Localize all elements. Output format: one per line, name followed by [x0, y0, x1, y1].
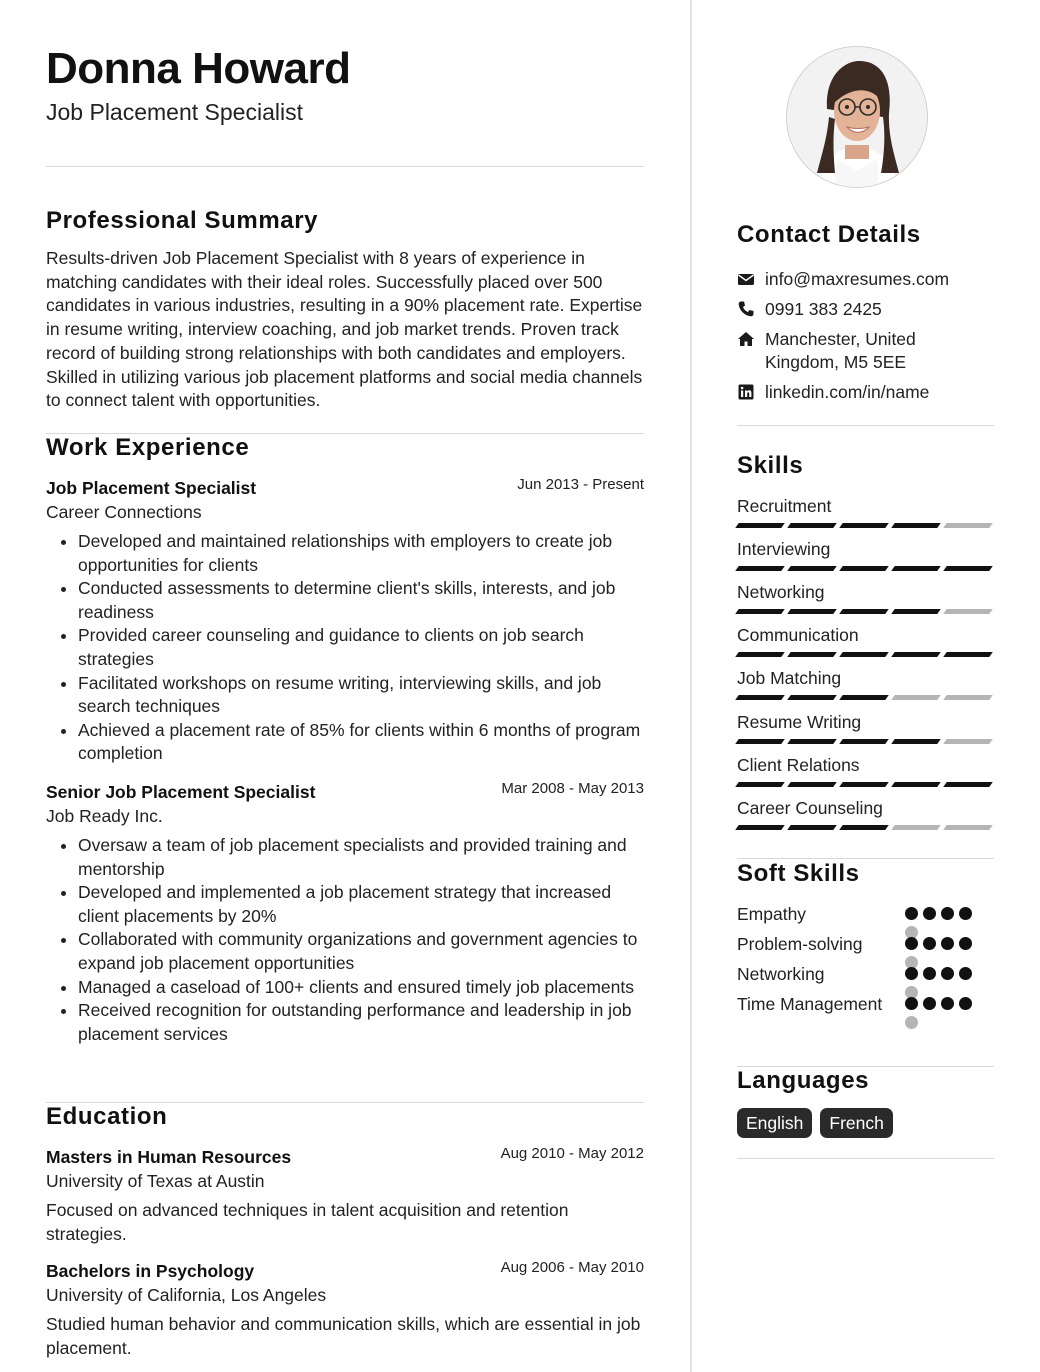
- skill-level-segment: [891, 652, 941, 657]
- soft-skill-name: Networking: [737, 964, 825, 984]
- skill-level-segment: [735, 739, 785, 744]
- skill-level-bar: [737, 695, 994, 700]
- degree-name: Masters in Human Resources: [46, 1147, 292, 1167]
- bullet-item: • Received recognition for outstanding performance and leadership in job placement services: [78, 999, 644, 1046]
- skill-level-segment: [943, 523, 993, 528]
- degree-name: Bachelors in Psychology: [46, 1261, 255, 1281]
- job-bullets: [46, 834, 644, 1046]
- candidate-title: Job Placement Specialist: [46, 99, 303, 125]
- skill-level-segment: [839, 523, 889, 528]
- skill-level-segment: [891, 523, 941, 528]
- contact-email[interactable]: [737, 268, 994, 291]
- header-divider: [46, 166, 644, 167]
- rating-dot: [941, 937, 954, 950]
- education-entry: [46, 1259, 644, 1360]
- skill-level-segment: [891, 825, 941, 830]
- skill-level-segment: [891, 566, 941, 571]
- bullet-item: • Facilitated workshops on resume writing, interviewing skills, and job search techniques: [78, 672, 644, 719]
- skill-level-segment: [839, 695, 889, 700]
- skill-level-segment: [891, 739, 941, 744]
- rating-dot: [959, 967, 972, 980]
- education-description: Studied human behavior and communication skills, which are essential in job placement.: [46, 1314, 641, 1358]
- skill-item: [737, 796, 994, 830]
- skill-level-segment: [735, 566, 785, 571]
- linkedin-text: linkedin.com/in/name: [765, 382, 930, 402]
- skill-level-bar: [737, 652, 994, 657]
- skill-item: [737, 710, 994, 744]
- skill-level-bar: [737, 782, 994, 787]
- rating-dot: [905, 937, 918, 950]
- skill-level-segment: [735, 825, 785, 830]
- skill-level-segment: [943, 825, 993, 830]
- rating-dot: [905, 1016, 918, 1029]
- skill-level-segment: [839, 652, 889, 657]
- language-badge: English: [737, 1108, 812, 1138]
- skill-level-segment: [839, 739, 889, 744]
- languages-list: [737, 1108, 893, 1138]
- skill-level-segment: [787, 825, 837, 830]
- skill-level-segment: [943, 609, 993, 614]
- skill-level-segment: [735, 609, 785, 614]
- rating-dot: [923, 967, 936, 980]
- skill-level-segment: [735, 652, 785, 657]
- rating-dot: [923, 997, 936, 1010]
- education-date: Aug 2010 - May 2012: [500, 1145, 644, 1162]
- skill-level-segment: [943, 566, 993, 571]
- home-icon: [737, 330, 755, 348]
- contact-list: [737, 268, 994, 404]
- rating-dot: [959, 907, 972, 920]
- education-date: Aug 2006 - May 2010: [500, 1259, 644, 1276]
- skill-level-segment: [787, 523, 837, 528]
- skill-name: Networking: [737, 582, 825, 603]
- soft-skill-name: Empathy: [737, 904, 807, 924]
- email-text: info@maxresumes.com: [765, 269, 950, 289]
- rating-dot: [905, 967, 918, 980]
- school-name: University of California, Los Angeles: [46, 1285, 327, 1305]
- rating-dot: [905, 907, 918, 920]
- skill-item: [737, 666, 994, 700]
- rating-dot: [923, 907, 936, 920]
- bullet-item: • Conducted assessments to determine client's skills, interests, and job readiness: [78, 577, 644, 624]
- contact-divider: [737, 425, 994, 426]
- skill-name: Communication: [737, 625, 859, 646]
- rating-dot: [959, 997, 972, 1010]
- skill-level-segment: [787, 739, 837, 744]
- bullet-item: • Developed and implemented a job placement strategy that increased client placements by 20%: [78, 881, 644, 928]
- profile-photo: [786, 46, 928, 188]
- skill-item: [737, 753, 994, 787]
- languages-divider: [737, 1158, 994, 1159]
- soft-skill-name: Problem-solving: [737, 934, 863, 954]
- linkedin-icon: [737, 383, 755, 401]
- soft-skill-name: Time Management: [737, 994, 883, 1014]
- skill-item: [737, 494, 994, 528]
- skill-level-segment: [839, 609, 889, 614]
- skill-level-bar: [737, 609, 994, 614]
- skill-level-segment: [735, 523, 785, 528]
- rating-dot: [941, 907, 954, 920]
- skill-level-segment: [943, 739, 993, 744]
- skill-level-segment: [735, 695, 785, 700]
- skill-name: Client Relations: [737, 754, 860, 775]
- skill-level-segment: [787, 566, 837, 571]
- skill-level-bar: [737, 523, 994, 528]
- rating-dot: [905, 997, 918, 1010]
- address-line-2: Kingdom, M5 5EE: [765, 352, 907, 372]
- skill-level-bar: [737, 566, 994, 571]
- bullet-item: • Provided career counseling and guidance to clients on job search strategies: [78, 624, 644, 671]
- skill-level-bar: [737, 825, 994, 830]
- bullet-item: • Developed and maintained relationships with employers to create job opportunities for clients: [78, 530, 644, 577]
- skill-level-segment: [943, 652, 993, 657]
- skill-name: Recruitment: [737, 496, 832, 516]
- job-bullets: [46, 530, 644, 766]
- skill-item: [737, 537, 994, 571]
- skill-level-segment: [735, 782, 785, 787]
- bullet-item: • Oversaw a team of job placement specialists and provided training and mentorship: [78, 834, 644, 881]
- phone-icon: [737, 300, 755, 318]
- phone-text: 0991 383 2425: [765, 299, 882, 319]
- skill-level-segment: [891, 609, 941, 614]
- skill-item: [737, 623, 994, 657]
- skill-level-segment: [943, 695, 993, 700]
- skill-level-segment: [787, 782, 837, 787]
- job-role: Senior Job Placement Specialist: [46, 782, 316, 802]
- job-date: Jun 2013 - Present: [517, 476, 644, 493]
- envelope-icon: [737, 270, 755, 288]
- job-company: Job Ready Inc.: [46, 806, 163, 826]
- summary-text: Results-driven Job Placement Specialist with 8 years of experience in matching candidates with their ideal roles. Successfully placed over 500 candidates in various industries, resulting in a 90% placement rate. Expertise in resume writing, interview coaching, and job market trends. Proven track record of building strong relationships with both candidates and employers. Skilled in utilizing various job placement platforms and social media channels to connect talent with opportunities.: [46, 248, 643, 411]
- skill-name: Resume Writing: [737, 711, 862, 732]
- rating-dot: [923, 937, 936, 950]
- experience-heading: Work Experience: [46, 434, 250, 461]
- soft-skills-heading: Soft Skills: [737, 860, 860, 887]
- job-date: Mar 2008 - May 2013: [501, 780, 644, 797]
- skill-level-segment: [839, 566, 889, 571]
- skill-name: Interviewing: [737, 539, 831, 560]
- skill-level-bar: [737, 739, 994, 744]
- rating-dot: [959, 937, 972, 950]
- contact-phone[interactable]: [737, 298, 994, 321]
- skill-level-segment: [787, 695, 837, 700]
- skill-item: [737, 580, 994, 614]
- bullet-item: • Managed a caseload of 100+ clients and ensured timely job placements: [78, 976, 644, 1000]
- job-entry: [46, 476, 644, 766]
- column-divider: [690, 0, 692, 1372]
- school-name: University of Texas at Austin: [46, 1171, 265, 1191]
- languages-heading: Languages: [737, 1067, 870, 1094]
- skill-level-segment: [891, 695, 941, 700]
- job-company: Career Connections: [46, 502, 202, 522]
- skill-level-segment: [787, 652, 837, 657]
- contact-heading: Contact Details: [737, 221, 921, 248]
- contact-linkedin[interactable]: [737, 381, 994, 404]
- skill-level-segment: [943, 782, 993, 787]
- candidate-name: Donna Howard: [46, 44, 351, 93]
- address-line-1: Manchester, United: [765, 329, 916, 349]
- education-description: Focused on advanced techniques in talent acquisition and retention strategies.: [46, 1200, 569, 1244]
- bullet-item: • Achieved a placement rate of 85% for clients within 6 months of program completion: [78, 719, 644, 766]
- skill-level-segment: [787, 609, 837, 614]
- language-badge: French: [820, 1108, 892, 1138]
- job-role: Job Placement Specialist: [46, 478, 257, 498]
- rating-dot: [941, 967, 954, 980]
- skill-name: Job Matching: [737, 668, 842, 689]
- summary-heading: Professional Summary: [46, 207, 319, 234]
- skill-name: Career Counseling: [737, 797, 883, 818]
- education-heading: Education: [46, 1103, 168, 1130]
- skills-heading: Skills: [737, 452, 804, 479]
- skill-level-segment: [891, 782, 941, 787]
- skill-level-segment: [839, 825, 889, 830]
- bullet-item: • Collaborated with community organizations and government agencies to expand job placement opportunities: [78, 928, 644, 975]
- contact-address: [737, 328, 994, 374]
- job-entry: [46, 780, 644, 1046]
- rating-dot: [941, 997, 954, 1010]
- skill-level-segment: [839, 782, 889, 787]
- education-entry: [46, 1145, 644, 1246]
